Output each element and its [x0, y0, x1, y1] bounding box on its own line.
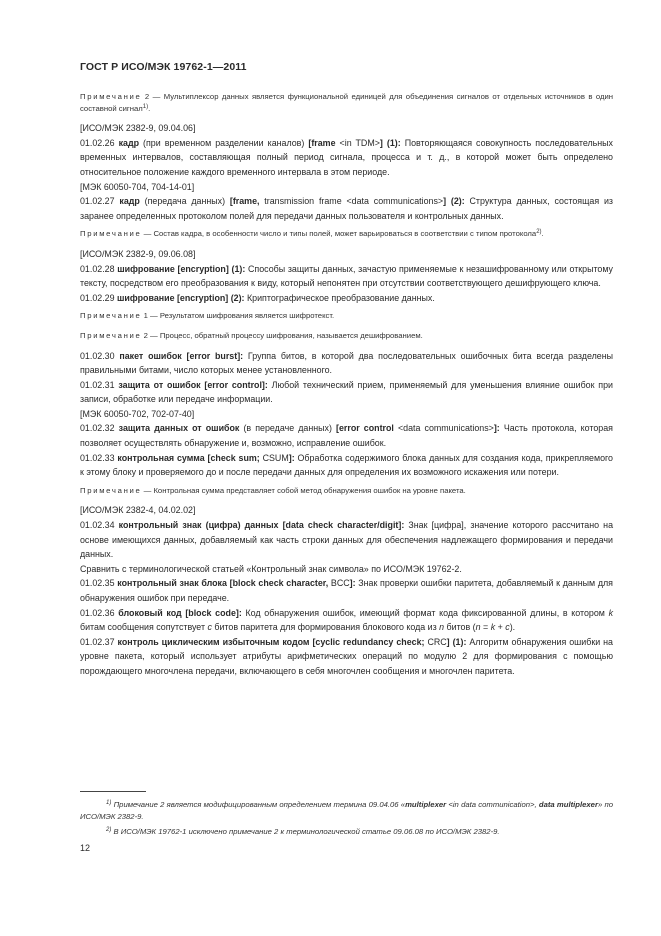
- source-reference: [МЭК 60050-702, 702-07-40]: [80, 408, 195, 419]
- term-english: [frame: [308, 137, 336, 148]
- term-name: кадр: [119, 196, 140, 207]
- term-entry-01-02-33: [80, 451, 613, 480]
- term-english-close: ] (1):: [446, 636, 467, 647]
- page-number: 12: [80, 843, 91, 853]
- note-checksum: [80, 485, 613, 497]
- note-label: Примечание: [80, 311, 142, 321]
- footnote-term: data multiplexer: [538, 800, 598, 809]
- var-k: k: [608, 607, 614, 618]
- term-entry-01-02-31: [80, 378, 613, 407]
- term-number: 01.02.37: [80, 636, 118, 647]
- footnote-text: В ИСО/МЭК 19762-1 исключено примечание 2 к терминологической статье 09.06.08 по ИСО/МЭК 2382-9.: [111, 827, 500, 836]
- term-definition: Обработка содержимого блока данных для создания кода, прикрепляемого к этому блоку и проверяемого до и после передачи данных для определения их возможного искажения или потери.: [80, 452, 613, 478]
- term-definition: =: [480, 622, 491, 633]
- footnote-divider: [80, 791, 146, 792]
- term-definition: битов паритета для формирования блокового кода из: [211, 622, 440, 633]
- term-name: блоковый код [block code]:: [118, 607, 242, 618]
- term-entry-01-02-27: [80, 194, 613, 223]
- term-name: защита от ошибок [error control]:: [118, 379, 268, 390]
- footnote-ref-1[interactable]: 1): [142, 103, 149, 110]
- term-number: 01.02.30: [80, 350, 120, 361]
- term-english-close: ] (1):: [379, 137, 401, 148]
- source-reference: [ИСО/МЭК 2382-9, 09.04.06]: [80, 123, 196, 134]
- source-reference: [ИСО/МЭК 2382-9, 09.06.08]: [80, 248, 196, 259]
- var-n: n: [475, 622, 481, 633]
- term-qualifier: (при временном разделении каналов): [139, 137, 309, 148]
- term-name: кадр: [118, 137, 140, 148]
- term-abbreviation: CRC: [424, 636, 447, 647]
- term-english-close: ]:: [288, 452, 295, 463]
- term-definition: ).: [509, 622, 516, 633]
- term-entry-01-02-37: [80, 635, 613, 679]
- term-english-close: ] (2):: [443, 196, 465, 207]
- term-definition: битов (: [444, 622, 476, 633]
- note-end: .: [148, 103, 151, 113]
- term-number: 01.02.35: [80, 578, 118, 589]
- term-name: контрольный знак (цифра) данных [data check character/digit]:: [118, 520, 405, 531]
- note-label: Примечание: [80, 92, 142, 101]
- term-definition: Часть протокола, которая позволяет осуществлять обнаружение и, возможно, исправление ошибок.: [80, 423, 613, 449]
- footnote-text: » по ИСО/МЭК 2382-9.: [80, 800, 613, 821]
- term-english: [error control: [336, 423, 394, 434]
- term-entry-01-02-36: [80, 606, 613, 635]
- term-entry-01-02-30: [80, 349, 613, 378]
- note-encryption-1: [80, 310, 613, 322]
- term-entry-01-02-35: [80, 576, 613, 605]
- note-text: 2 — Мультиплексор данных является функциональной единицей для объединения сигналов от отдельных источников в один составной сигнал: [80, 92, 613, 113]
- var-k: k: [490, 622, 496, 633]
- term-entry-01-02-29: [80, 291, 613, 306]
- term-definition: Группа битов, в которой два последовательных ошибочных бита всегда разделены правильными битами, число которых менее установленного.: [80, 350, 613, 376]
- term-number: 01.02.32: [80, 423, 119, 434]
- term-name: контрольная сумма [check sum;: [117, 452, 260, 463]
- term-name: пакет ошибок [error burst]:: [119, 350, 244, 361]
- term-definition: Алгоритм обнаружения ошибки на уровне пакета, который использует атрибуты арифметических операций по модулю 2 для формирования с помощью порождающего многочлена передачи, включающего в себя многочлен сообщения и многочлен паритета.: [80, 636, 613, 676]
- term-name: защита данных от ошибок: [118, 423, 240, 434]
- term-definition: +: [495, 622, 506, 633]
- term-number: 01.02.28: [80, 263, 118, 274]
- term-definition: Код обнаружения ошибок, имеющий формат кода фиксированной длины, в котором: [241, 607, 609, 618]
- term-entry-01-02-34: [80, 518, 613, 562]
- term-number: 01.02.27: [80, 196, 120, 207]
- term-qualifier: (передача данных): [139, 196, 230, 207]
- note-multiplexer: [80, 91, 613, 114]
- footnote-2: [80, 826, 613, 838]
- term-number: 01.02.31: [80, 379, 119, 390]
- footnote-marker: 1): [106, 800, 112, 806]
- footnote-marker: 2): [106, 827, 112, 833]
- term-number: 01.02.33: [80, 452, 118, 463]
- term-qualifier: (в передаче данных): [239, 423, 337, 434]
- note-text: — Состав кадра, в особенности число и типы полей, может варьироваться в соответствии с типом протокола: [141, 229, 537, 239]
- page-body: [80, 91, 613, 679]
- note-frame: [80, 228, 613, 240]
- term-definition: битам сообщения сопутствует: [80, 622, 208, 633]
- source-reference: [МЭК 60050-704, 704-14-01]: [80, 181, 195, 192]
- term-english-context: <data communications>: [393, 423, 494, 434]
- term-abbreviation: CSUM: [259, 452, 289, 463]
- term-name: шифрование [encryption] (2):: [117, 292, 245, 303]
- note-text: 2 — Процесс, обратный процессу шифрования, называется дешифрованием.: [141, 330, 423, 340]
- var-n: n: [439, 622, 445, 633]
- term-english-close: ]:: [349, 578, 356, 589]
- footnote-text: <in data communication>,: [446, 800, 539, 809]
- footnotes: [80, 799, 613, 838]
- footnote-1: [80, 799, 613, 823]
- term-definition: Структура данных, состоящая из заранее определенных протоколом полей для передачи данных пользователя и контрольных данных.: [80, 196, 613, 221]
- note-encryption-2: [80, 330, 613, 342]
- term-definition: Любой технический прием, применяемый для уменьшения влияние ошибок при записи, обработке или передаче информации.: [80, 379, 613, 405]
- term-comparison: Сравнить с терминологической статьей «Контрольный знак символа» по ИСО/МЭК 19762-2.: [80, 563, 462, 574]
- term-english-context: <in TDM>: [335, 137, 380, 148]
- term-number: 01.02.36: [80, 607, 119, 618]
- note-text: — Контрольная сумма представляет собой метод обнаружения ошибок на уровне пакета.: [141, 485, 466, 495]
- footnote-text: Примечание 2 является модифицированным определением термина 09.04.06 «: [111, 800, 406, 809]
- note-label: Примечание: [80, 485, 142, 495]
- term-entry-01-02-26: [80, 136, 613, 180]
- term-entry-01-02-28: [80, 262, 613, 291]
- term-number: 01.02.34: [80, 520, 119, 531]
- term-name: контроль циклическим избыточным кодом [cyclic redundancy check;: [117, 636, 425, 647]
- source-reference: [ИСО/МЭК 2382-4, 04.02.02]: [80, 505, 196, 516]
- term-english-context: transmission frame <data communications>: [259, 196, 444, 207]
- term-english: [frame,: [229, 196, 260, 207]
- note-label: Примечание: [80, 330, 142, 340]
- term-entry-01-02-32: [80, 421, 613, 450]
- term-number: 01.02.26: [80, 137, 119, 148]
- term-name: шифрование [encryption] (1):: [117, 263, 246, 274]
- note-text: 1 — Результатом шифрования является шифротекст.: [141, 311, 335, 321]
- term-number: 01.02.29: [80, 292, 118, 303]
- footnote-term: multiplexer: [405, 800, 447, 809]
- note-end: .: [541, 229, 544, 239]
- term-definition: Знак [цифра], значение которого рассчитано на основе имеющихся данных, добавляемый как часть строки данных для обеспечения надлежащего формирования и передачи данных.: [80, 520, 614, 560]
- term-abbreviation: BCC: [328, 578, 350, 589]
- term-definition: Повторяющаяся совокупность последовательных временных интервалов, составляющая полный период сигнала, процесса и т. д., в которой может быть определено относительное положение каждого временного интервала в этом периоде.: [80, 137, 613, 177]
- term-english-close: ]:: [493, 423, 500, 434]
- footnote-ref-2[interactable]: 2): [536, 229, 542, 236]
- note-label: Примечание: [80, 229, 142, 239]
- var-c: c: [505, 622, 510, 633]
- page-header: ГОСТ Р ИСО/МЭК 19762-1—2011: [80, 61, 247, 73]
- term-definition: Знак проверки ошибки паритета, добавляемый к данным для обнаружения ошибок при передаче.: [80, 578, 613, 603]
- term-definition: Способы защиты данных, зачастую применяемые к незашифрованному или открытому тексту, посредством его преобразования к виду, который непонятен при отсутствии соответствующего дешифрующего ключа.: [80, 263, 613, 289]
- term-definition: Криптографическое преобразование данных.: [244, 292, 435, 303]
- var-c: c: [207, 622, 212, 633]
- term-name: контрольный знак блока [block check character,: [117, 578, 329, 589]
